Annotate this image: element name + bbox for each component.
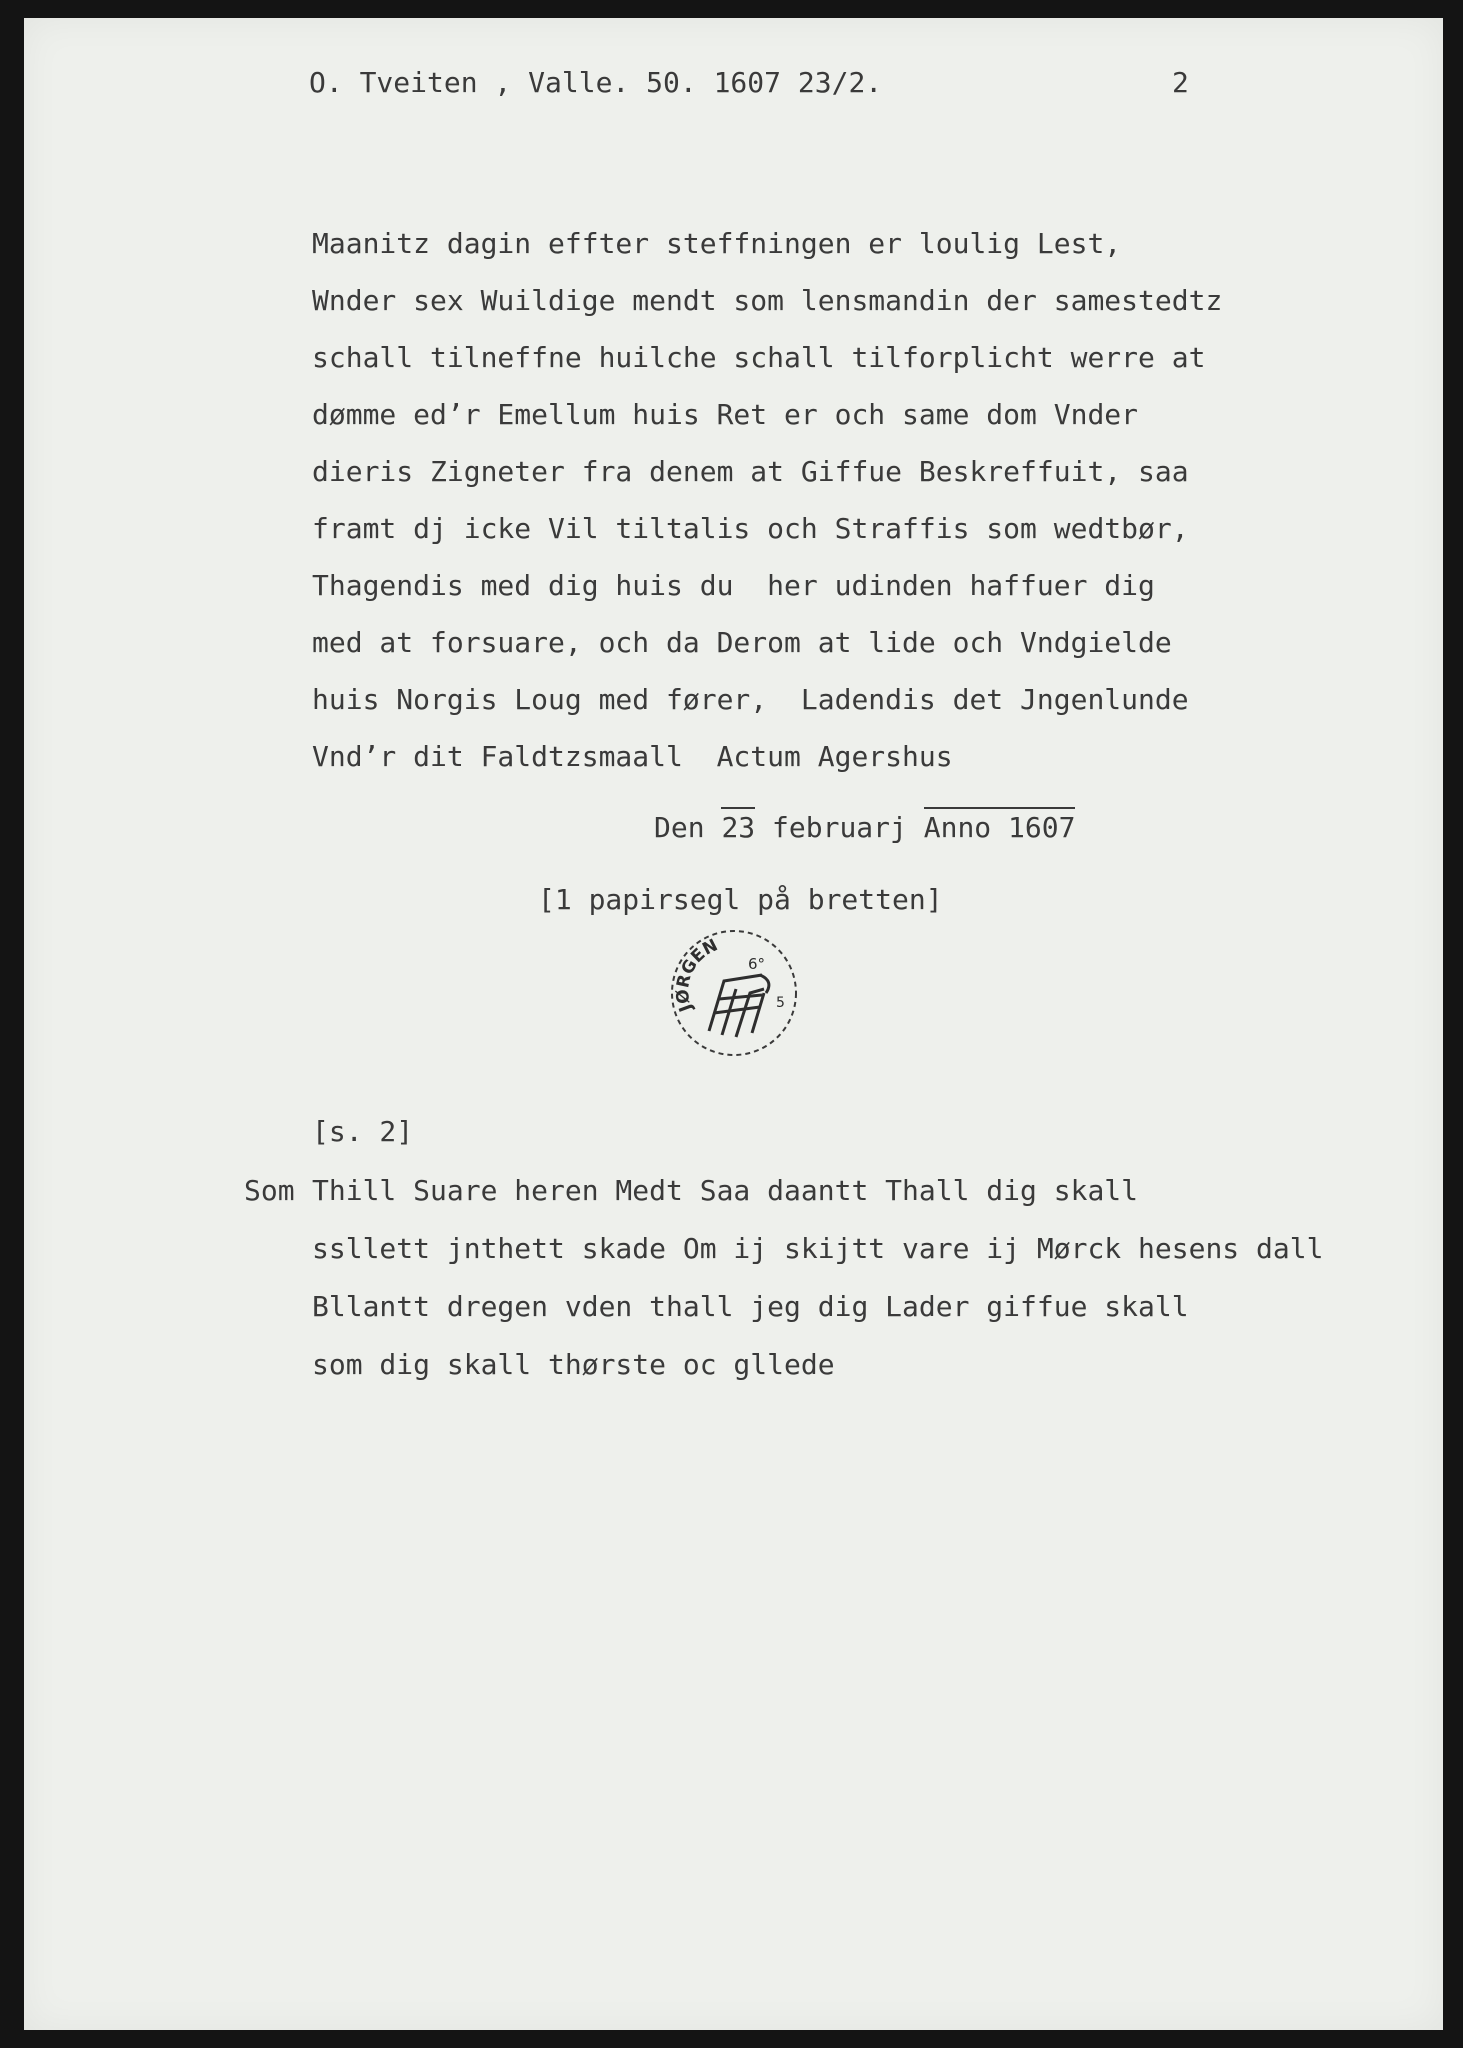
seal-emblem [709,975,769,1037]
date-line [654,811,1075,844]
poem-lead: Som [244,1174,295,1207]
wax-seal-stamp [664,923,804,1063]
document-page [24,18,1443,2030]
seal-number: 6° [748,955,766,973]
body-line: framt dj icke Vil tiltalis och Straffis som wedtbør, [312,512,1189,545]
body-line: med at forsuare, och da Derom at lide och Vndgielde [312,626,1172,659]
body-line: schall tilneffne huilche schall tilforplicht werre at [312,341,1206,374]
body-line: Wnder sex Wuildige mendt som lensmandin der samestedtz [312,284,1223,317]
seal-note: [1 papirsegl på bretten] [538,883,943,916]
seal-text: JØRGEN [672,935,722,1015]
header-reference: O. Tveiten , Valle. 50. 1607 23/2. [309,66,883,99]
body-line: Thagendis med dig huis du her udinden haffuer dig [312,569,1155,602]
body-line: dieris Zigneter fra denem at Giffue Beskreffuit, saa [312,455,1189,488]
poem-line: ssllett jnthett skade Om ij skijtt vare ij Mørck hesens dall [312,1232,1324,1265]
svg-text:JØRGEN [673,935,721,1015]
date-year: Anno 1607 [923,811,1076,844]
seal-mark: 5 [776,995,785,1011]
date-prefix: Den [654,811,722,844]
poem-line: Thill Suare heren Medt Saa daantt Thall dig skall [312,1174,1139,1207]
body-line: Maanitz dagin effter steffningen er loulig Lest, [312,227,1122,260]
page-number: 2 [1172,66,1189,99]
body-line: huis Norgis Loug med fører, Ladendis det Jngenlunde [312,683,1189,716]
poem-line: som dig skall thørste oc gllede [312,1348,835,1381]
poem-line: Bllantt dregen vden thall jeg dig Lader giffue skall [312,1290,1189,1323]
body-line: Vnd’r dit Faldtzsmaall Actum Agershus [312,740,953,773]
section-marker: [s. 2] [312,1115,414,1148]
body-line: dømme ed’r Emellum huis Ret er och same dom Vnder [312,398,1139,431]
date-day: 23 [721,811,756,844]
date-month: februarj [755,811,924,844]
